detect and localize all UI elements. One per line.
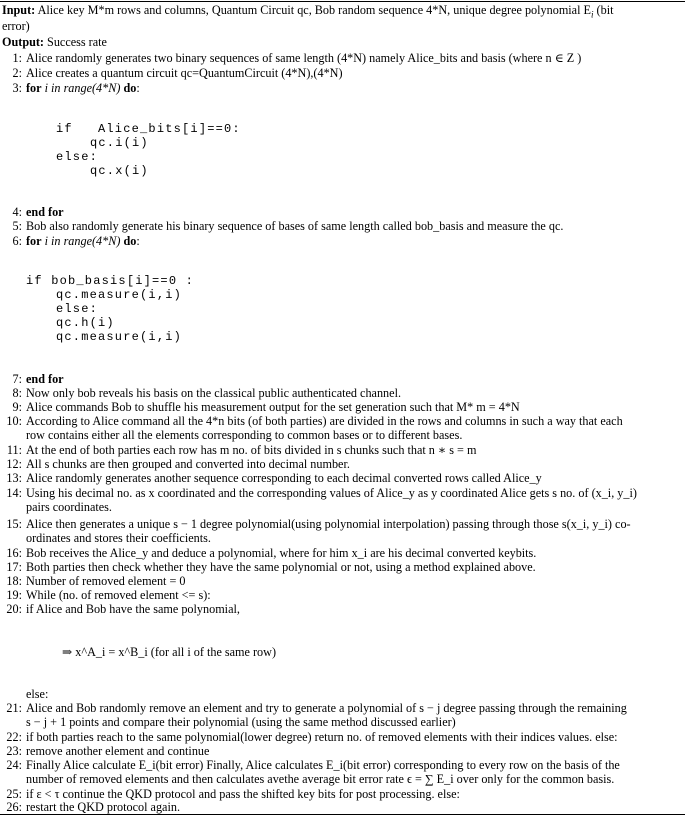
step-number: 23: [6,744,22,758]
code-line: qc.h(i) [56,316,115,330]
bottom-rule [0,814,685,815]
step-number: 7: [12,372,22,386]
step-text: All s chunks are then grouped and converted into decimal number. [26,457,350,471]
step-text: remove another element and continue [26,744,210,758]
step-number: 13: [6,471,22,485]
end-for: end for [26,372,64,386]
step-number: 8: [12,386,22,400]
step-number: 18: [6,574,22,588]
step-text: Using his decimal no. as x coordinated and the corresponding values of Alice_y as y coordinated Alice gets s no. of (x_i, y_i) [26,486,637,500]
input-line-2: error) [2,19,30,33]
step-text: if both parties reach to the same polynomial(lower degree) return no. of removed elements with their indices values. else: [26,730,618,744]
step-text: According to Alice command all the 4*n bits (of both parties) are divided in the rows and columns in such a way that each [26,414,623,428]
step-text: Alice and Bob randomly remove an element and try to generate a polynomial of s − j degree passing through the remaining [26,701,627,715]
step-number: 17: [6,560,22,574]
step-text-cont: s − j + 1 points and compare their polynomial (using the same method discussed earlier) [26,715,456,729]
else-label: else: [26,687,49,701]
step-number: 4: [12,205,22,219]
step-number: 11: [6,443,22,457]
step-number: 12: [6,457,22,471]
step-text: Both parties then check whether they have the same polynomial or not, using a method explained above. [26,560,536,574]
step-text: While (no. of removed element <= s): [26,588,211,602]
step-number: 14: [6,486,22,500]
end-for: end for [26,205,64,219]
step-text: Bob receives the Alice_y and deduce a polynomial, where for him x_i are his decimal converted keybits. [26,546,537,560]
step-text: Alice commands Bob to shuffle his measurement output for the set generation such that M* m = 4*N [26,400,520,414]
step-number: 25: [6,787,22,801]
step-text: Alice randomly generates another sequence corresponding to each decimal converted rows called Alice_y [26,471,542,485]
step-text-cont: row contains either all the elements corresponding to common bases or to different bases. [26,428,463,442]
step-number: 22: [6,730,22,744]
step-number: 2: [12,66,22,80]
step-text-cont: ordinates and stores their coefficients. [26,531,211,545]
step-text: Number of removed element = 0 [26,574,186,588]
step-number: 15: [6,517,22,531]
step-text: Finally Alice calculate E_i(bit error) Finally, Alice calculates E_i(bit error) corresponding to every row on the basis of the [26,758,620,772]
code-line: qc.measure(i,i) [56,288,183,302]
step-number: 5: [12,219,22,233]
step-number: 20: [6,602,22,616]
code-line: qc.measure(i,i) [56,330,183,344]
step-number: 1: [12,51,22,65]
step-text-cont: pairs coordinates. [26,500,112,514]
step-number: 6: [12,234,22,248]
step-text: if Alice and Bob have the same polynomial, [26,602,240,616]
code-line: else: [56,302,99,316]
step-number: 21: [6,701,22,715]
step-text: At the end of both parties each row has m no. of bits divided in s chunks such that n ∗ s = m [26,443,477,457]
step-text-cont: number of removed elements and then calculates avethe average bit error rate ϵ = ∑ E_i over only for the common basis. [26,772,615,786]
top-rule [0,1,685,2]
code-line: else: [56,150,99,164]
step-text: Alice creates a quantum circuit qc=QuantumCircuit (4*N),(4*N) [26,66,343,80]
step-number: 19: [6,588,22,602]
step-text: Bob also randomly generate his binary sequence of bases of same length called bob_basis and measure the qc. [26,219,564,233]
step-text: restart the QKD protocol again. [26,800,180,814]
step-text: Alice randomly generates two binary sequences of same length (4*N) namely Alice_bits and basis (where n ∈ Z ) [26,51,582,65]
step-number: 10: [6,414,22,428]
step-number: 24: [6,758,22,772]
input-text: Alice key M*m rows and columns, Quantum Circuit qc, Bob random sequence 4*N, unique degree polynomial E [37,3,591,17]
step-number: 9: [12,400,22,414]
implication-formula: ⇒ x^A_i = x^B_i (for all i of the same row) [62,645,277,659]
step-number: 16: [6,546,22,560]
code-line: if bob_basis[i]==0 : [26,274,195,288]
for-statement: for i in range(4*N) do: [26,81,140,95]
step-number: 26: [6,800,22,814]
for-statement: for i in range(4*N) do: [26,234,140,248]
code-line: if Alice_bits[i]==0: [56,122,241,136]
code-line: qc.i(i) [90,136,149,150]
step-number: 3: [12,81,22,95]
step-text: Now only bob reveals his basis on the classical public authenticated channel. [26,386,401,400]
output-line: Output: Success rate [2,35,107,49]
step-text: if ε < τ continue the QKD protocol and pass the shifted key bits for post processing. else: [26,787,460,801]
input-line: Input: Alice key M*m rows and columns, Quantum Circuit qc, Bob random sequence 4*N, unique degree polynomial $E_i$ (bit [2,3,614,20]
step-text: Alice then generates a unique s − 1 degree polynomial(using polynomial interpolation) passing through those s(x_i, y_i) co- [26,517,631,531]
code-line: qc.x(i) [90,164,149,178]
